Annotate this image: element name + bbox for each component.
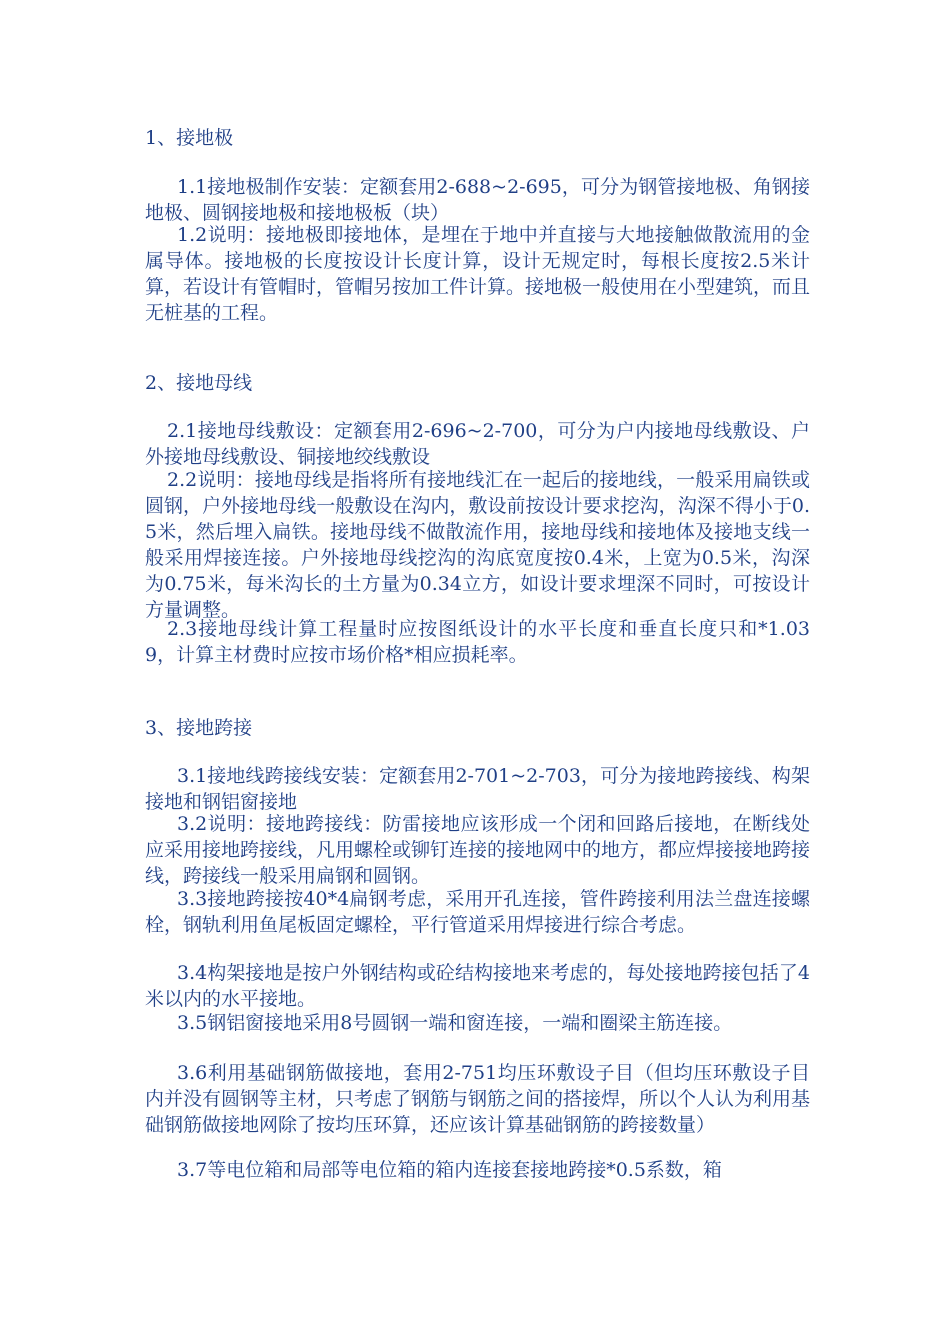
paragraph-3-1: 3.1接地线跨接线安装：定额套用2-701~2-703，可分为接地跨接线、构架接地和钢铝窗接地 [145, 765, 810, 813]
paragraph-2-2: 2.2说明：接地母线是指将所有接地线汇在一起后的接地线，一般采用扁铁或圆钢，户外接地母线一般敷设在沟内，敷设前按设计要求挖沟，沟深不得小于0.5米，然后埋入扁铁。接地母线不做散流作用，接地母线和接地体及接地支线一般采用焊接连接。户外接地母线挖沟的沟底宽度按0.4米，上宽为0.5米，沟深为0.75米，每米沟长的土方量为0.34立方，如设计要求埋深不同时，可按设计方量调整。 [145, 469, 810, 621]
paragraph-3-7: 3.7等电位箱和局部等电位箱的箱内连接套接地跨接*0.5系数，箱 [177, 1159, 722, 1181]
paragraph-3-3: 3.3接地跨接按40*4扁钢考虑，采用开孔连接，管件跨接利用法兰盘连接螺栓，钢轨利用鱼尾板固定螺栓，平行管道采用焊接进行综合考虑。 [145, 888, 810, 936]
paragraph-2-1: 2.1接地母线敷设：定额套用2-696~2-700，可分为户内接地母线敷设、户外接地母线敷设、铜接地绞线敷设 [145, 420, 810, 468]
paragraph-2-3: 2.3接地母线计算工程量时应按图纸设计的水平长度和垂直长度只和*1.039，计算主材费时应按市场价格*相应损耗率。 [145, 618, 810, 666]
section-heading-3: 3、接地跨接 [145, 717, 253, 739]
section-heading-1: 1、接地极 [145, 127, 234, 149]
paragraph-1-2: 1.2说明：接地极即接地体，是埋在于地中并直接与大地接触做散流用的金属导体。接地极的长度按设计长度计算，设计无规定时，每根长度按2.5米计算，若设计有管帽时，管帽另按加工件计算。接地极一般使用在小型建筑，而且无桩基的工程。 [145, 224, 811, 324]
paragraph-3-2: 3.2说明：接地跨接线：防雷接地应该形成一个闭和回路后接地，在断线处应采用接地跨接线，凡用螺栓或铆钉连接的接地网中的地方，都应焊接接地跨接线，跨接线一般采用扁钢和圆钢。 [145, 813, 811, 887]
section-heading-2: 2、接地母线 [145, 372, 253, 394]
paragraph-3-6: 3.6利用基础钢筋做接地，套用2-751均压环敷设子目（但均压环敷设子目内并没有圆钢等主材，只考虑了钢筋与钢筋之间的搭接焊，所以个人认为利用基础钢筋做接地网除了按均压环算，还应该计算基础钢筋的跨接数量） [145, 1062, 811, 1136]
paragraph-3-4: 3.4构架接地是按户外钢结构或砼结构接地来考虑的，每处接地跨接包括了4米以内的水平接地。 [145, 962, 810, 1010]
paragraph-1-1: 1.1接地极制作安装：定额套用2-688~2-695，可分为钢管接地极、角钢接地极、圆钢接地极和接地极板（块） [145, 176, 810, 224]
paragraph-3-5: 3.5钢铝窗接地采用8号圆钢一端和窗连接，一端和圈梁主筋连接。 [177, 1012, 733, 1034]
